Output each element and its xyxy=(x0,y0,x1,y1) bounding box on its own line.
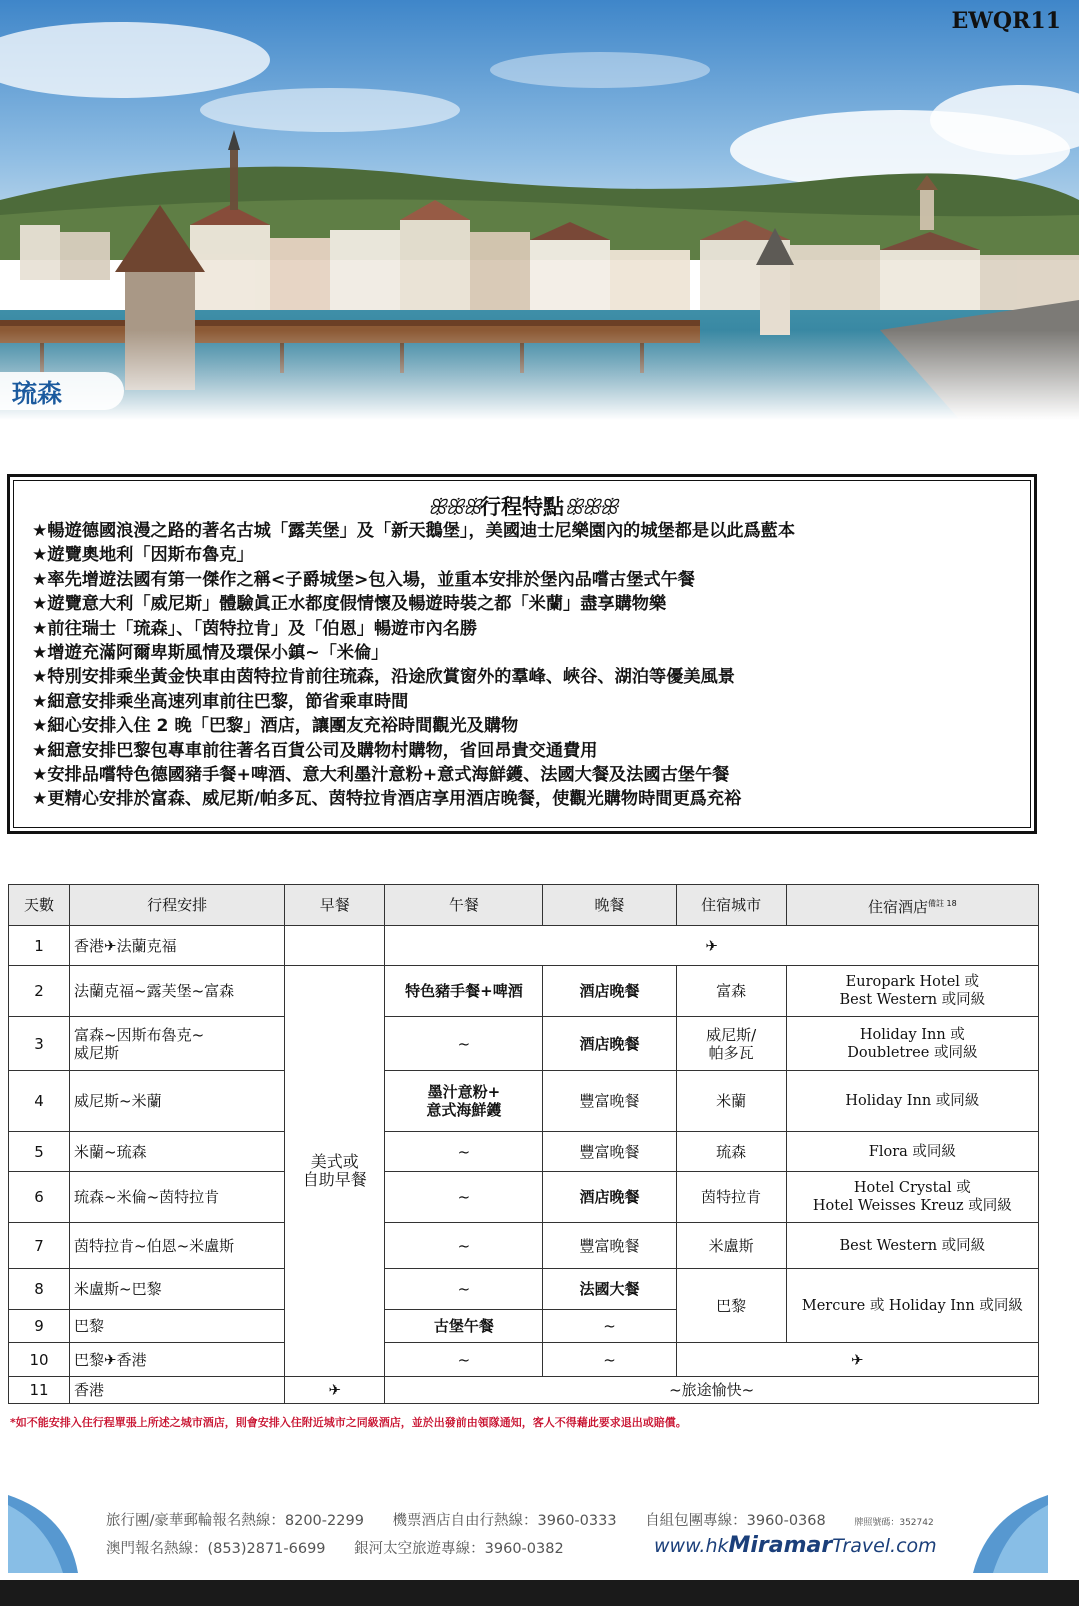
route-cell: 茵特拉肯~伯恩~米盧斯 xyxy=(70,1223,285,1269)
hotline-galaxy: 銀河太空旅遊專線：3960-0382 xyxy=(354,1541,564,1557)
table-row xyxy=(9,1017,1039,1071)
feature-item: ★更精心安排於富森、威尼斯/帕多瓦、茵特拉肯酒店享用酒店晚餐，使觀光購物時間更爲充裕 xyxy=(32,789,742,810)
title-ornament-right: ꕥꕥꕥ xyxy=(564,495,617,519)
bottom-bar xyxy=(0,1580,1079,1606)
table-row xyxy=(9,966,1039,1017)
feature-item: ★細意安排乘坐高速列車前往巴黎，節省乘車時間 xyxy=(32,691,409,712)
header-lunch: 午餐 xyxy=(385,885,543,926)
breakfast-cell xyxy=(285,926,385,966)
lunch-cell: ~ xyxy=(385,1269,543,1310)
dinner-cell: ~ xyxy=(543,1310,676,1343)
feature-item: ★暢遊德國浪漫之路的著名古城「露芙堡」及「新天鵝堡」，美國迪士尼樂園內的城堡都是以此爲藍本 xyxy=(32,521,796,541)
city-cell: 米蘭 xyxy=(676,1071,786,1132)
city-cell: 威尼斯/ 帕多瓦 xyxy=(676,1017,786,1071)
title-ornament-left: ꕥꕥꕥ xyxy=(427,495,480,519)
footer-line-2 xyxy=(106,1537,588,1558)
city-cell: 巴黎 xyxy=(676,1269,786,1343)
route-cell: 香港✈法蘭克福 xyxy=(70,926,285,966)
hotel-cell: Europark Hotel 或 Best Western 或同級 xyxy=(786,966,1038,1017)
breakfast-text: 美式或 自助早餐 xyxy=(302,1152,367,1189)
feature-item: ★增遊充滿阿爾卑斯風情及環保小鎮~「米倫」 xyxy=(32,643,389,664)
day-cell: 9 xyxy=(9,1310,70,1343)
route-cell: 米蘭~琉森 xyxy=(70,1132,285,1172)
dinner-cell: 酒店晚餐 xyxy=(543,966,676,1017)
flight-icon: ✈ xyxy=(285,1377,385,1404)
lunch-cell: ~ xyxy=(385,1223,543,1269)
route-cell: 琉森~米倫~茵特拉肯 xyxy=(70,1172,285,1223)
day-cell: 6 xyxy=(9,1172,70,1223)
feature-item: ★前往瑞士「琉森」、「茵特拉肯」及「伯恩」暢遊市內名勝 xyxy=(32,618,478,639)
features-title-text: 行程特點 xyxy=(480,495,564,519)
header-breakfast: 早餐 xyxy=(285,885,385,926)
feature-item: ★細心安排入住 2 晚「巴黎」酒店，讓團友充裕時間觀光及購物 xyxy=(32,716,519,737)
tour-code: EWQR11 xyxy=(951,8,1061,34)
dinner-cell: ~ xyxy=(543,1343,676,1377)
hotel-cell: Flora 或同級 xyxy=(786,1132,1038,1172)
hotel-note-mark: 備註 18 xyxy=(927,898,957,908)
feature-item: ★特別安排乘坐黃金快車由茵特拉肯前往琉森，沿途欣賞窗外的羣峰、峽谷、湖泊等優美風景 xyxy=(32,667,735,688)
hotel-cell: Holiday Inn 或同級 xyxy=(786,1071,1038,1132)
feature-item: ★細意安排巴黎包專車前往著名百貨公司及購物村購物，省回昂貴交通費用 xyxy=(32,740,598,761)
hotline-macau: 澳門報名熱線：(853)2871-6699 xyxy=(106,1541,326,1557)
itinerary-table xyxy=(8,884,1039,1404)
route-cell: 巴黎✈香港 xyxy=(70,1343,285,1377)
day-cell: 4 xyxy=(9,1071,70,1132)
header-day: 天數 xyxy=(9,885,70,926)
day-cell: 5 xyxy=(9,1132,70,1172)
day-cell: 10 xyxy=(9,1343,70,1377)
route-cell: 富森~因斯布魯克~ 威尼斯 xyxy=(70,1017,285,1071)
day-cell: 11 xyxy=(9,1377,70,1404)
table-row xyxy=(9,926,1039,966)
header-hotel: 住宿酒店$^{備註 18}$ xyxy=(786,885,1038,926)
city-cell: 琉森 xyxy=(676,1132,786,1172)
feature-item: ★遊覽奧地利「因斯布魯克」 xyxy=(32,545,254,566)
route-cell: 巴黎 xyxy=(70,1310,285,1343)
hotel-cell: Best Western 或同級 xyxy=(786,1223,1038,1269)
hotline-tour: 旅行團/豪華郵輪報名熱線：8200-2299 xyxy=(106,1513,364,1529)
website-link[interactable]: www.hkMiramarTravel.com xyxy=(654,1533,937,1558)
table-row xyxy=(9,1071,1039,1132)
breakfast-cell xyxy=(285,966,385,1377)
table-row xyxy=(9,1343,1039,1377)
route-cell: 米盧斯~巴黎 xyxy=(70,1269,285,1310)
lunch-cell: 特色豬手餐+啤酒 xyxy=(385,966,543,1017)
day-cell: 2 xyxy=(9,966,70,1017)
lunch-cell: ~ xyxy=(385,1343,543,1377)
lunch-cell: 古堡午餐 xyxy=(385,1310,543,1343)
day-cell: 3 xyxy=(9,1017,70,1071)
trip-end-cell: ~旅途愉快~ xyxy=(385,1377,1039,1404)
features-title xyxy=(10,491,1034,521)
table-row xyxy=(9,1132,1039,1172)
table-row xyxy=(9,1377,1039,1404)
lucerne-panorama xyxy=(0,0,1079,420)
header-route: 行程安排 xyxy=(70,885,285,926)
lunch-cell: ~ xyxy=(385,1132,543,1172)
feature-item: ★安排品嚐特色德國豬手餐+啤酒、意大利墨汁意粉+意式海鮮鑊、法國大餐及法國古堡午餐 xyxy=(32,765,730,786)
place-label: 琉森 xyxy=(12,379,63,408)
tour-features-box xyxy=(7,474,1037,834)
dinner-cell: 酒店晚餐 xyxy=(543,1172,676,1223)
table-row xyxy=(9,1172,1039,1223)
hotel-disclaimer: *如不能安排入住行程單張上所述之城市酒店，則會安排入住附近城市之同級酒店，並於出發前由領隊通知，客人不得藉此要求退出或賠償。 xyxy=(10,1416,687,1429)
header-city: 住宿城市 xyxy=(676,885,786,926)
features-list xyxy=(32,519,795,812)
dinner-cell: 豐富晚餐 xyxy=(543,1132,676,1172)
footer-line-1 xyxy=(106,1509,958,1530)
dinner-cell: 酒店晚餐 xyxy=(543,1017,676,1071)
dinner-cell: 豐富晚餐 xyxy=(543,1223,676,1269)
lunch-cell: ~ xyxy=(385,1172,543,1223)
hotel-cell: Holiday Inn 或 Doubletree 或同級 xyxy=(786,1017,1038,1071)
brand-name: Miramar xyxy=(728,1533,833,1558)
city-cell: 富森 xyxy=(676,966,786,1017)
table-header-row xyxy=(9,885,1039,926)
hotline-fit: 機票酒店自由行熱線：3960-0333 xyxy=(392,1513,617,1529)
dinner-cell: 豐富晚餐 xyxy=(543,1071,676,1132)
route-cell: 威尼斯~米蘭 xyxy=(70,1071,285,1132)
day-cell: 7 xyxy=(9,1223,70,1269)
feature-item: ★率先增遊法國有第一傑作之稱<子爵城堡>包入場，並重本安排於堡內品嚐古堡式午餐 xyxy=(32,569,695,590)
day-cell: 1 xyxy=(9,926,70,966)
route-cell: 法蘭克福~露芙堡~富森 xyxy=(70,966,285,1017)
city-cell: 米盧斯 xyxy=(676,1223,786,1269)
lunch-cell: ~ xyxy=(385,1017,543,1071)
route-cell: 香港 xyxy=(70,1377,285,1404)
hero-photo-lucerne xyxy=(0,0,1079,420)
dinner-cell: 法國大餐 xyxy=(543,1269,676,1310)
flight-icon: ✈ xyxy=(676,1343,1038,1377)
hotel-cell: Hotel Crystal 或 Hotel Weisses Kreuz 或同級 xyxy=(786,1172,1038,1223)
feature-item: ★遊覽意大利「威尼斯」體驗眞正水都度假情懷及暢遊時裝之都「米蘭」盡享購物樂 xyxy=(32,594,667,615)
day-cell: 8 xyxy=(9,1269,70,1310)
flight-icon: ✈ xyxy=(385,926,1039,966)
table-row xyxy=(9,1223,1039,1269)
city-cell: 茵特拉肯 xyxy=(676,1172,786,1223)
license-number: 牌照號碼：352742 xyxy=(854,1518,934,1528)
hotline-private: 自組包團專線：3960-0368 xyxy=(645,1513,826,1529)
table-row xyxy=(9,1269,1039,1310)
lunch-cell: 墨汁意粉+ 意式海鮮鑊 xyxy=(385,1071,543,1132)
header-dinner: 晚餐 xyxy=(543,885,676,926)
hotel-cell: Mercure 或 Holiday Inn 或同級 xyxy=(786,1269,1038,1343)
place-tag xyxy=(0,372,124,410)
footer-banner xyxy=(8,1495,1048,1573)
